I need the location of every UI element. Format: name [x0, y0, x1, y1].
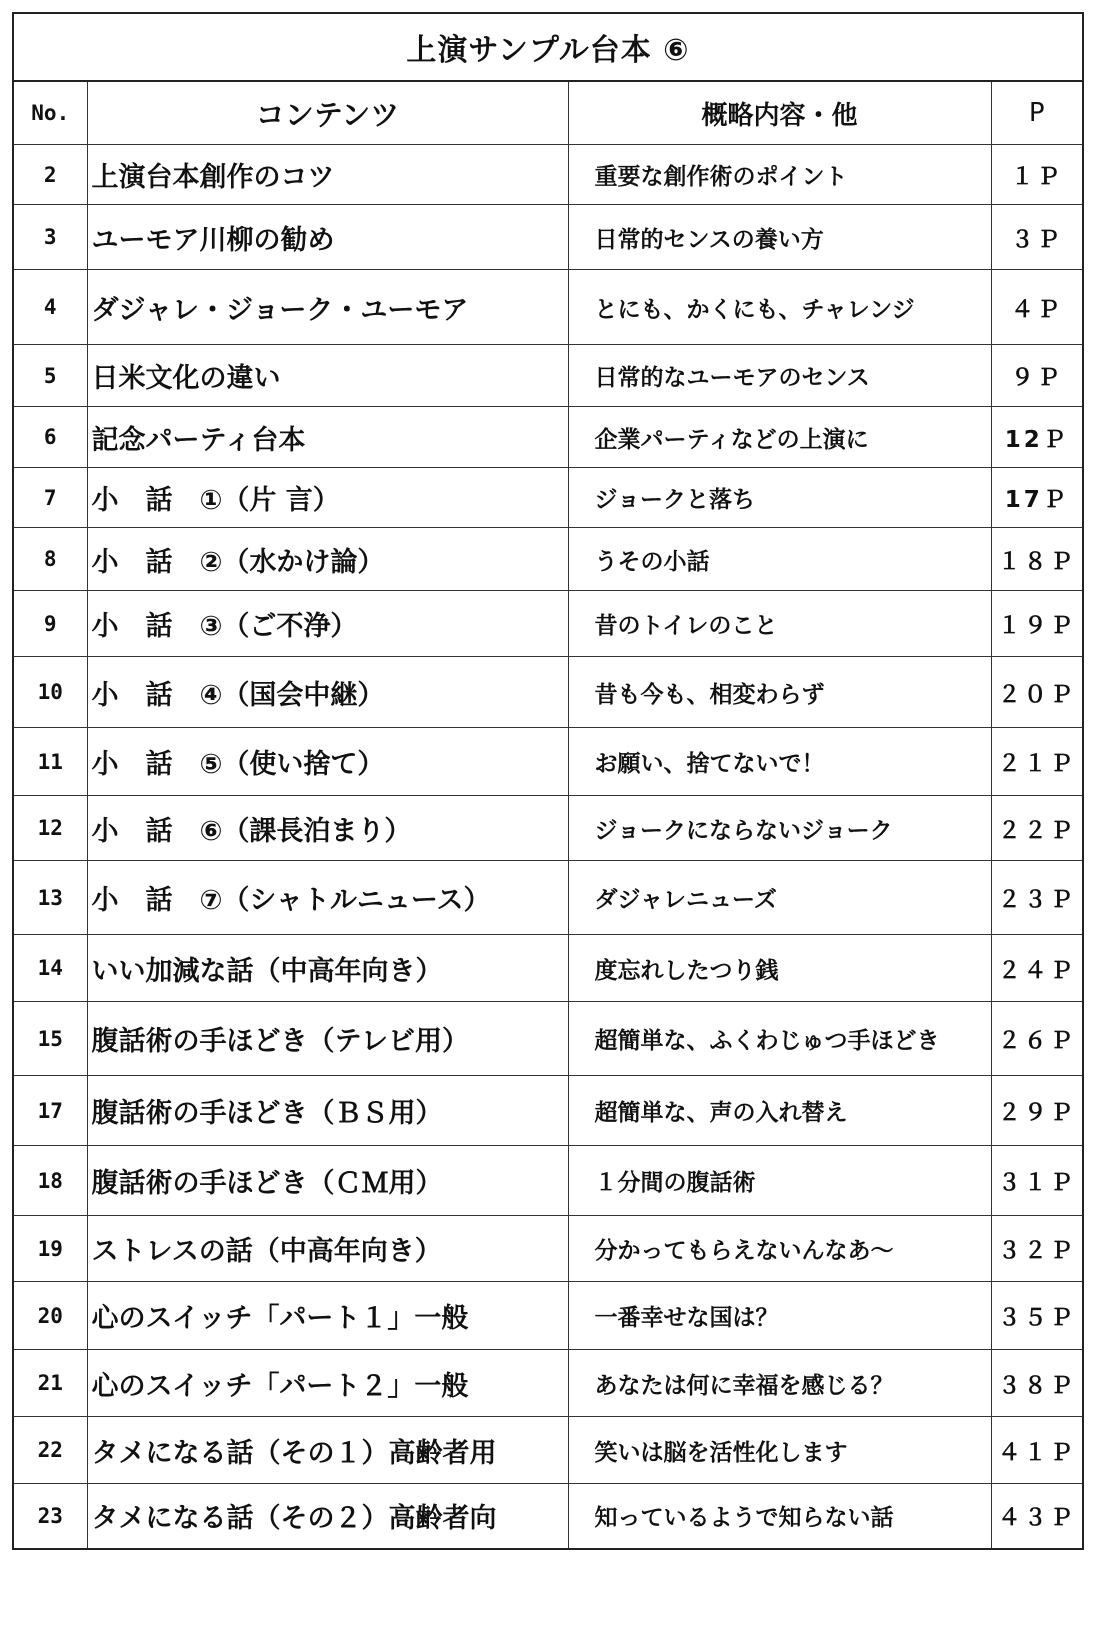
row-content: 腹話術の手ほどき（ＢＳ用） — [87, 1076, 568, 1146]
row-number: 20 — [14, 1282, 87, 1350]
row-summary: 超簡単な、ふくわじゅつ手ほどき — [568, 1002, 991, 1076]
row-content: タメになる話（その２）高齢者向 — [87, 1484, 568, 1548]
row-number: 23 — [14, 1484, 87, 1548]
row-summary: 一番幸せな国は？ — [568, 1282, 991, 1350]
row-summary: ジョークと落ち — [568, 468, 991, 528]
row-content: 上演台本創作のコツ — [87, 145, 568, 205]
row-number: 10 — [14, 657, 87, 728]
table-row — [14, 861, 1082, 935]
row-content: 腹話術の手ほどき（ＣＭ用） — [87, 1146, 568, 1216]
row-content: 小 話 ⑦（シャトルニュース） — [87, 861, 568, 935]
table-row — [14, 935, 1082, 1002]
table-row — [14, 1282, 1082, 1350]
row-number: 11 — [14, 728, 87, 796]
header-page: P — [991, 82, 1082, 145]
row-page: ３５Ｐ — [991, 1282, 1082, 1350]
row-page: ３Ｐ — [991, 205, 1082, 270]
row-number: 2 — [14, 145, 87, 205]
row-content: ダジャレ・ジョーク・ユーモア — [87, 270, 568, 345]
row-page: ４Ｐ — [991, 270, 1082, 345]
row-page: １９Ｐ — [991, 591, 1082, 657]
row-content: 小 話 ④（国会中継） — [87, 657, 568, 728]
row-page: ２１Ｐ — [991, 728, 1082, 796]
table-row — [14, 1417, 1082, 1484]
row-number: 9 — [14, 591, 87, 657]
row-number: 3 — [14, 205, 87, 270]
row-content: 記念パーティ台本 — [87, 407, 568, 468]
row-page: ２３Ｐ — [991, 861, 1082, 935]
row-number: 21 — [14, 1350, 87, 1417]
row-page: ４３Ｐ — [997, 1505, 1076, 1532]
row-page: ２２Ｐ — [991, 796, 1082, 861]
row-page: １８Ｐ — [991, 528, 1082, 591]
row-summary: とにも、かくにも、チャレンジ — [568, 270, 991, 345]
table-row — [14, 528, 1082, 591]
row-page: 12Ｐ — [991, 407, 1082, 468]
row-number: 4 — [14, 270, 87, 345]
table-row — [14, 345, 1082, 407]
row-summary: 日常的なユーモアのセンス — [568, 345, 991, 407]
row-summary: お願い、捨てないで！ — [568, 728, 991, 796]
row-summary: 笑いは脳を活性化します — [568, 1417, 991, 1484]
row-number: 19 — [14, 1216, 87, 1282]
row-page: ３８Ｐ — [991, 1350, 1082, 1417]
row-content: 小 話 ③（ご不浄） — [87, 591, 568, 657]
row-summary: ジョークにならないジョーク — [568, 796, 991, 861]
table-row — [14, 1002, 1082, 1076]
row-content: 日米文化の違い — [87, 345, 568, 407]
row-number: 6 — [14, 407, 87, 468]
row-page: ２６Ｐ — [991, 1002, 1082, 1076]
row-content: ストレスの話（中高年向き） — [87, 1216, 568, 1282]
row-number: 22 — [14, 1417, 87, 1484]
header-content: コンテンツ — [87, 82, 568, 145]
row-content: 小 話 ②（水かけ論） — [87, 528, 568, 591]
table-row — [14, 145, 1082, 205]
table-body — [14, 145, 1082, 1548]
table-row — [14, 1076, 1082, 1146]
row-summary: 超簡単な、声の入れ替え — [568, 1076, 991, 1146]
table-row — [14, 1484, 1082, 1548]
contents-sheet — [12, 12, 1084, 1550]
row-number: 15 — [14, 1002, 87, 1076]
row-summary: 昔のトイレのこと — [568, 591, 991, 657]
row-summary: １分間の腹話術 — [568, 1146, 991, 1216]
row-content: 心のスイッチ「パート１」一般 — [87, 1282, 568, 1350]
row-summary: 度忘れしたつり銭 — [568, 935, 991, 1002]
table-row — [14, 796, 1082, 861]
row-content: 小 話 ①（片 言） — [87, 468, 568, 528]
row-summary: 企業パーティなどの上演に — [568, 407, 991, 468]
row-page: 17Ｐ — [991, 468, 1082, 528]
row-page: ３１Ｐ — [991, 1146, 1082, 1216]
table-row — [14, 205, 1082, 270]
row-page: ２９Ｐ — [991, 1076, 1082, 1146]
row-page: ２４Ｐ — [991, 935, 1082, 1002]
document-title: 上演サンプル台本 ⑥ — [14, 14, 1082, 82]
row-page: ３２Ｐ — [991, 1216, 1082, 1282]
row-number: 12 — [14, 796, 87, 861]
row-page: １Ｐ — [991, 145, 1082, 205]
row-number: 14 — [14, 935, 87, 1002]
row-summary: ダジャレニューズ — [568, 861, 991, 935]
table-row — [14, 1350, 1082, 1417]
row-page: ２０Ｐ — [991, 657, 1082, 728]
row-content: ユーモア川柳の勧め — [87, 205, 568, 270]
table-row — [14, 1216, 1082, 1282]
row-summary: うその小話 — [568, 528, 991, 591]
table-row — [14, 1146, 1082, 1216]
header-summary: 概略内容・他 — [568, 82, 991, 145]
row-number: 17 — [14, 1076, 87, 1146]
row-summary: 知っているようで知らない話 — [568, 1484, 991, 1548]
row-summary: 昔も今も、相変わらず — [568, 657, 991, 728]
row-content: 心のスイッチ「パート２」一般 — [87, 1350, 568, 1417]
row-content: いい加減な話（中高年向き） — [87, 935, 568, 1002]
row-number: 5 — [14, 345, 87, 407]
row-content: 小 話 ⑥（課長泊まり） — [87, 796, 568, 861]
row-number: 7 — [14, 468, 87, 528]
row-number: 18 — [14, 1146, 87, 1216]
row-content: 小 話 ⑤（使い捨て） — [87, 728, 568, 796]
table-row — [14, 468, 1082, 528]
row-content: 腹話術の手ほどき（テレビ用） — [87, 1002, 568, 1076]
row-summary: 分かってもらえないんなあ～ — [568, 1216, 991, 1282]
table-row — [14, 728, 1082, 796]
row-number: 13 — [14, 861, 87, 935]
row-summary: あなたは何に幸福を感じる？ — [568, 1350, 991, 1417]
row-summary: 重要な創作術のポイント — [568, 145, 991, 205]
header-row — [14, 82, 1082, 145]
contents-table — [14, 82, 1082, 1548]
table-row — [14, 407, 1082, 468]
table-row — [14, 657, 1082, 728]
row-summary: 日常的センスの養い方 — [568, 205, 991, 270]
table-row — [14, 270, 1082, 345]
row-page: ４１Ｐ — [991, 1417, 1082, 1484]
row-page: ９Ｐ — [991, 345, 1082, 407]
row-number: 8 — [14, 528, 87, 591]
table-row — [14, 591, 1082, 657]
row-content: タメになる話（その１）高齢者用 — [87, 1417, 568, 1484]
header-no: No. — [14, 82, 87, 145]
